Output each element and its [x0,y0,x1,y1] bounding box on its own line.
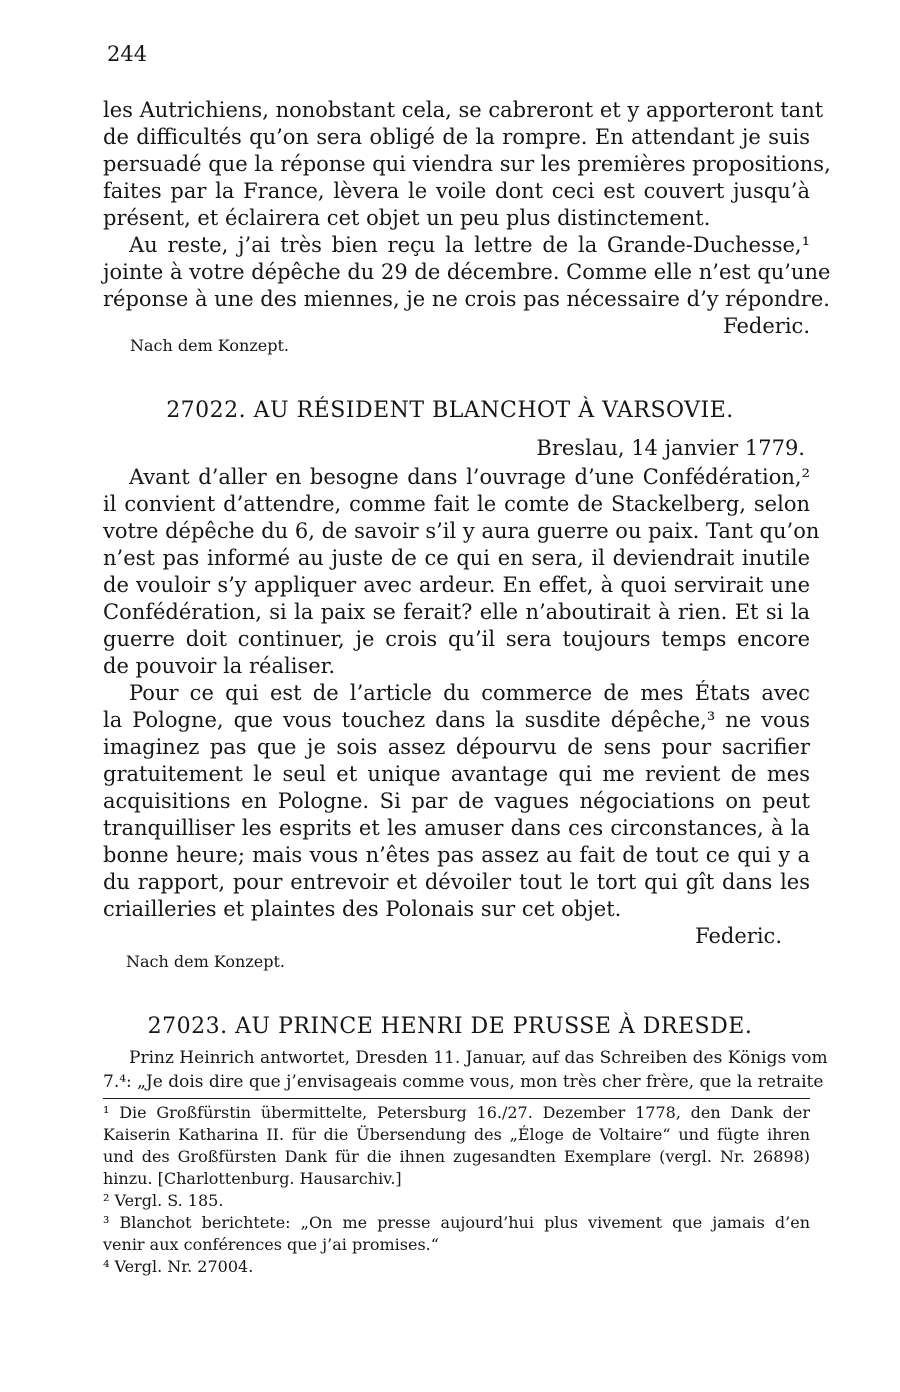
text-line: Avant d’aller en besogne dans l’ouvrage d’une Confédération,² [129,465,810,489]
text-line: Prinz Heinrich antwortet, Dresden 11. Januar, auf das Schreiben des Königs vom [129,1048,828,1068]
text-line: guerre doit continuer, je crois qu’il sera toujours temps encore [103,627,810,651]
text-line: de pouvoir la réaliser. [103,654,336,678]
text-line: réponse à une des miennes, je ne crois pas nécessaire d’y répondre. [103,287,830,311]
text-line: persuadé que la réponse qui viendra sur les premières propositions, [103,152,831,176]
footnote-line: Kaiserin Katharina II. für die Übersendung des „Éloge de Voltaire“ und fügte ihren [103,1125,810,1144]
text-line: imaginez pas que je sois assez dépourvu de sens pour sacrifier [103,735,810,759]
footnote-line: ¹ Die Großfürstin übermittelte, Petersburg 16./27. Dezember 1778, den Dank der [103,1103,810,1122]
letter-heading: 27022. AU RÉSIDENT BLANCHOT À VARSOVIE. [166,398,734,423]
footnote-line: ³ Blanchot berichtete: „On me presse aujourd’hui plus vivement que jamais d’en [103,1213,810,1232]
source-note: Nach dem Konzept. [130,336,289,355]
text-line: la Pologne, que vous touchez dans la susdite dépêche,³ ne vous [103,708,810,732]
signature: Federic. [723,314,810,338]
footnotes [103,1102,810,1278]
footnote-divider [103,1098,810,1099]
footnote-line: ² Vergl. S. 185. [103,1191,224,1210]
letter-body [103,464,820,950]
text-line: votre dépêche du 6, de savoir s’il y aura guerre ou paix. Tant qu’on [103,519,820,543]
text-line: bonne heure; mais vous n’êtes pas assez au fait de tout ce qui y a [103,843,810,867]
text-line: du rapport, pour entrevoir et dévoiler tout le tort qui gît dans les [103,870,810,894]
text-line: de difficultés qu’on sera obligé de la rompre. En attendant je suis [103,125,810,149]
footnote-line: hinzu. [Charlottenburg. Hausarchiv.] [103,1169,402,1188]
text-line: n’est pas informé au juste de ce qui en sera, il deviendrait inutile [103,546,810,570]
footnote-line: ⁴ Vergl. Nr. 27004. [103,1257,254,1276]
text-line: tranquilliser les esprits et les amuser dans ces circonstances, à la [103,816,810,840]
letter-continuation [103,97,831,340]
signature: Federic. [695,924,782,948]
footnote-line: venir aux conférences que j’ai promises.“ [103,1235,439,1254]
footnote-line: und des Großfürsten Dank für die ihnen zugesandten Exemplare (vergl. Nr. 26898) [103,1147,810,1166]
dateline: Breslau, 14 janvier 1779. [536,436,805,460]
text-line: faites par la France, lèvera le voile dont ceci est couvert jusqu’à [103,179,810,203]
text-line: Confédération, si la paix se ferait? elle n’aboutirait à rien. Et si la [103,600,810,624]
text-line: gratuitement le seul et unique avantage qui me revient de mes [103,762,810,786]
letter-intro [103,1046,828,1094]
text-line: il convient d’attendre, comme fait le comte de Stackelberg, selon [103,492,810,516]
text-line: les Autrichiens, nonobstant cela, se cabreront et y apporteront tant [103,98,824,122]
text-line: Au reste, j’ai très bien reçu la lettre de la Grande-Duchesse,¹ [129,233,810,257]
text-line: acquisitions en Pologne. Si par de vagues négociations on peut [103,789,810,813]
text-line: présent, et éclairera cet objet un peu plus distinctement. [103,206,711,230]
letter-heading: 27023. AU PRINCE HENRI DE PRUSSE À DRESDE. [147,1014,753,1039]
source-note: Nach dem Konzept. [126,952,285,971]
text-line: criailleries et plaintes des Polonais sur cet objet. [103,897,622,921]
text-line: jointe à votre dépêche du 29 de décembre. Comme elle n’est qu’une [103,260,831,284]
text-line: Pour ce qui est de l’article du commerce de mes États avec [129,681,810,705]
text-line: de vouloir s’y appliquer avec ardeur. En effet, à quoi servirait une [103,573,810,597]
text-line: 7.⁴: „Je dois dire que j’envisageais comme vous, mon très cher frère, que la retraite [103,1072,824,1092]
page-number: 244 [107,42,148,66]
